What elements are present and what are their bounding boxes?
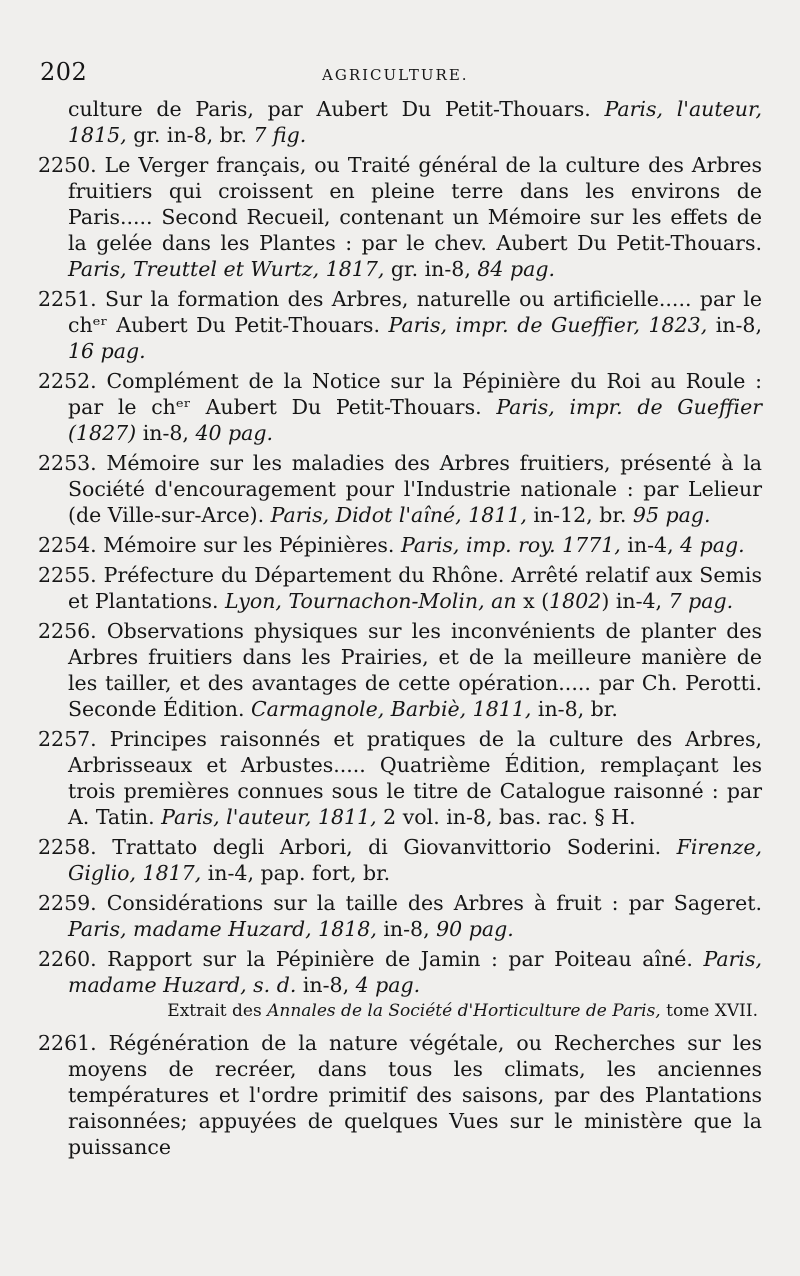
page-header: [40, 58, 760, 98]
page-number: 202: [40, 58, 88, 86]
entry-imprint-italic: Paris, l'auteur, 1815,: [68, 97, 763, 147]
note-text: Annales de la Société d'Horticulture de Paris,: [267, 1001, 661, 1021]
entry-imprint-italic: 40 pag.: [195, 421, 274, 445]
entry-number: 2261.: [38, 1031, 97, 1055]
entry-text: Rapport sur la Pépinière de Jamin : par Poiteau aîné.: [107, 947, 704, 971]
entry-imprint-italic: Firenze, Giglio, 1817,: [68, 835, 762, 885]
bibliography-entry: [38, 946, 762, 998]
entry-imprint-italic: Carmagnole, Barbiè, 1811,: [251, 697, 532, 721]
entry-number: 2256.: [38, 619, 97, 643]
entry-continuation: [38, 96, 762, 148]
entry-text: gr. in-8, br.: [126, 123, 254, 147]
entry-text: Complément de la Notice sur la Pépinière du Roi au Roule : par le chᵉʳ Aubert Du Petit-Thouars.: [68, 369, 762, 419]
entry-note: [38, 1000, 762, 1022]
entry-imprint-italic: 16 pag.: [68, 339, 146, 363]
entry-text: Mémoire sur les maladies des Arbres fruitiers, présenté à la Société d'encouragement pour l'Industrie nationale : par Lelieur (de Ville-sur-Arce).: [68, 451, 762, 527]
entry-text: Le Verger français, ou Traité général de la culture des Arbres fruitiers qui croissent en pleine terre dans les environs de Paris..... Second Recueil, contenant un Mémoire sur les effets de la gelée dans les Plantes : par le chev. Aubert Du Petit-Thouars.: [68, 153, 762, 255]
entry-number: 2260.: [38, 947, 97, 971]
entry-imprint-italic: 84 pag.: [477, 257, 555, 281]
entry-imprint-italic: 7 pag.: [668, 589, 734, 613]
entry-text: in-8,: [296, 973, 356, 997]
entry-imprint-italic: Paris, impr. de Gueffier (1827): [68, 395, 762, 445]
entry-text: in-8,: [707, 313, 762, 337]
entry-text: Observations physiques sur les inconvénients de planter des Arbres fruitiers dans les Prairies, et de la meilleure manière de les tailler, et des avantages de cette opération..... par Ch. Perotti. Seconde Édition.: [68, 619, 762, 721]
bibliography-entry: [38, 1030, 762, 1160]
entry-number: 2250.: [38, 153, 97, 177]
entry-imprint-italic: Paris, Didot l'aîné, 1811,: [270, 503, 527, 527]
entry-number: 2253.: [38, 451, 97, 475]
entry-imprint-italic: 1802: [549, 589, 602, 613]
note-text: tome XVII.: [660, 1001, 758, 1021]
entry-imprint-italic: Paris, imp. roy. 1771,: [400, 533, 621, 557]
bibliography-entry: [38, 532, 762, 558]
entry-imprint-italic: Paris, madame Huzard, s. d.: [68, 947, 762, 997]
entry-imprint-italic: 4 pag.: [680, 533, 745, 557]
entry-text: 2 vol. in-8, bas. rac. § H.: [376, 805, 636, 829]
entry-text: in-8, br.: [531, 697, 618, 721]
entry-imprint-italic: Paris, madame Huzard, 1818,: [68, 917, 377, 941]
running-title: AGRICULTURE.: [322, 66, 469, 84]
entry-imprint-italic: Paris, l'auteur, 1811,: [161, 805, 377, 829]
bibliography-entry: [38, 152, 762, 282]
entry-imprint-italic: 7 fig.: [253, 123, 307, 147]
entry-number: 2252.: [38, 369, 97, 393]
bibliography-entry: [38, 726, 762, 830]
bibliography-entry: [38, 368, 762, 446]
entry-imprint-italic: Paris, Treuttel et Wurtz, 1817,: [68, 257, 385, 281]
entry-text: in-4,: [620, 533, 681, 557]
entry-text: in-12, br.: [526, 503, 633, 527]
entry-text: in-4, pap. fort, br.: [201, 861, 391, 885]
entry-imprint-italic: 90 pag.: [436, 917, 514, 941]
entry-imprint-italic: Paris, impr. de Gueffier, 1823,: [388, 313, 708, 337]
entry-imprint-italic: Lyon, Tournachon-Molin, an: [225, 589, 517, 613]
bibliography-entry: [38, 450, 762, 528]
entry-text: ) in-4,: [601, 589, 669, 613]
entry-text: Considérations sur la taille des Arbres à fruit : par Sageret.: [106, 891, 762, 915]
entry-text: Préfecture du Département du Rhône. Arrêté relatif aux Semis et Plantations.: [68, 563, 762, 613]
entry-text: culture de Paris, par Aubert Du Petit-Thouars.: [68, 97, 605, 121]
entry-imprint-italic: 95 pag.: [632, 503, 711, 527]
entry-text: gr. in-8,: [384, 257, 478, 281]
entry-number: 2259.: [38, 891, 97, 915]
bibliography-list: [38, 96, 762, 1164]
entry-number: 2254.: [38, 533, 97, 557]
entry-text: x (: [516, 589, 550, 613]
entry-number: 2257.: [38, 727, 97, 751]
bibliography-entry: [38, 286, 762, 364]
entry-text: Trattato degli Arbori, di Giovanvittorio Soderini.: [112, 835, 677, 859]
entry-number: 2258.: [38, 835, 97, 859]
bibliography-entry: [38, 618, 762, 722]
entry-text: in-8,: [136, 421, 196, 445]
entry-text: Mémoire sur les Pépinières.: [103, 533, 401, 557]
entry-number: 2255.: [38, 563, 97, 587]
bibliography-entry: [38, 834, 762, 886]
bibliography-entry: [38, 890, 762, 942]
bibliography-entry: [38, 562, 762, 614]
entry-text: Régénération de la nature végétale, ou Recherches sur les moyens de recréer, dans tous les climats, les anciennes températures et l'ordre primitif des saisons, par des Plantations raisonnées; appuyées de quelques Vues sur le ministère que la puissance: [68, 1031, 762, 1159]
entry-number: 2251.: [38, 287, 97, 311]
note-text: Extrait des: [167, 1001, 268, 1021]
entry-text: in-8,: [376, 917, 437, 941]
entry-text: Sur la formation des Arbres, naturelle ou artificielle..... par le chᵉʳ Aubert Du Petit-Thouars.: [68, 287, 762, 337]
entry-text: Principes raisonnés et pratiques de la culture des Arbres, Arbrisseaux et Arbustes..... Quatrième Édition, remplaçant les trois premières connues sous le titre de Catalogue raisonné : par A. Tatin.: [68, 727, 762, 829]
entry-imprint-italic: 4 pag.: [355, 973, 421, 997]
